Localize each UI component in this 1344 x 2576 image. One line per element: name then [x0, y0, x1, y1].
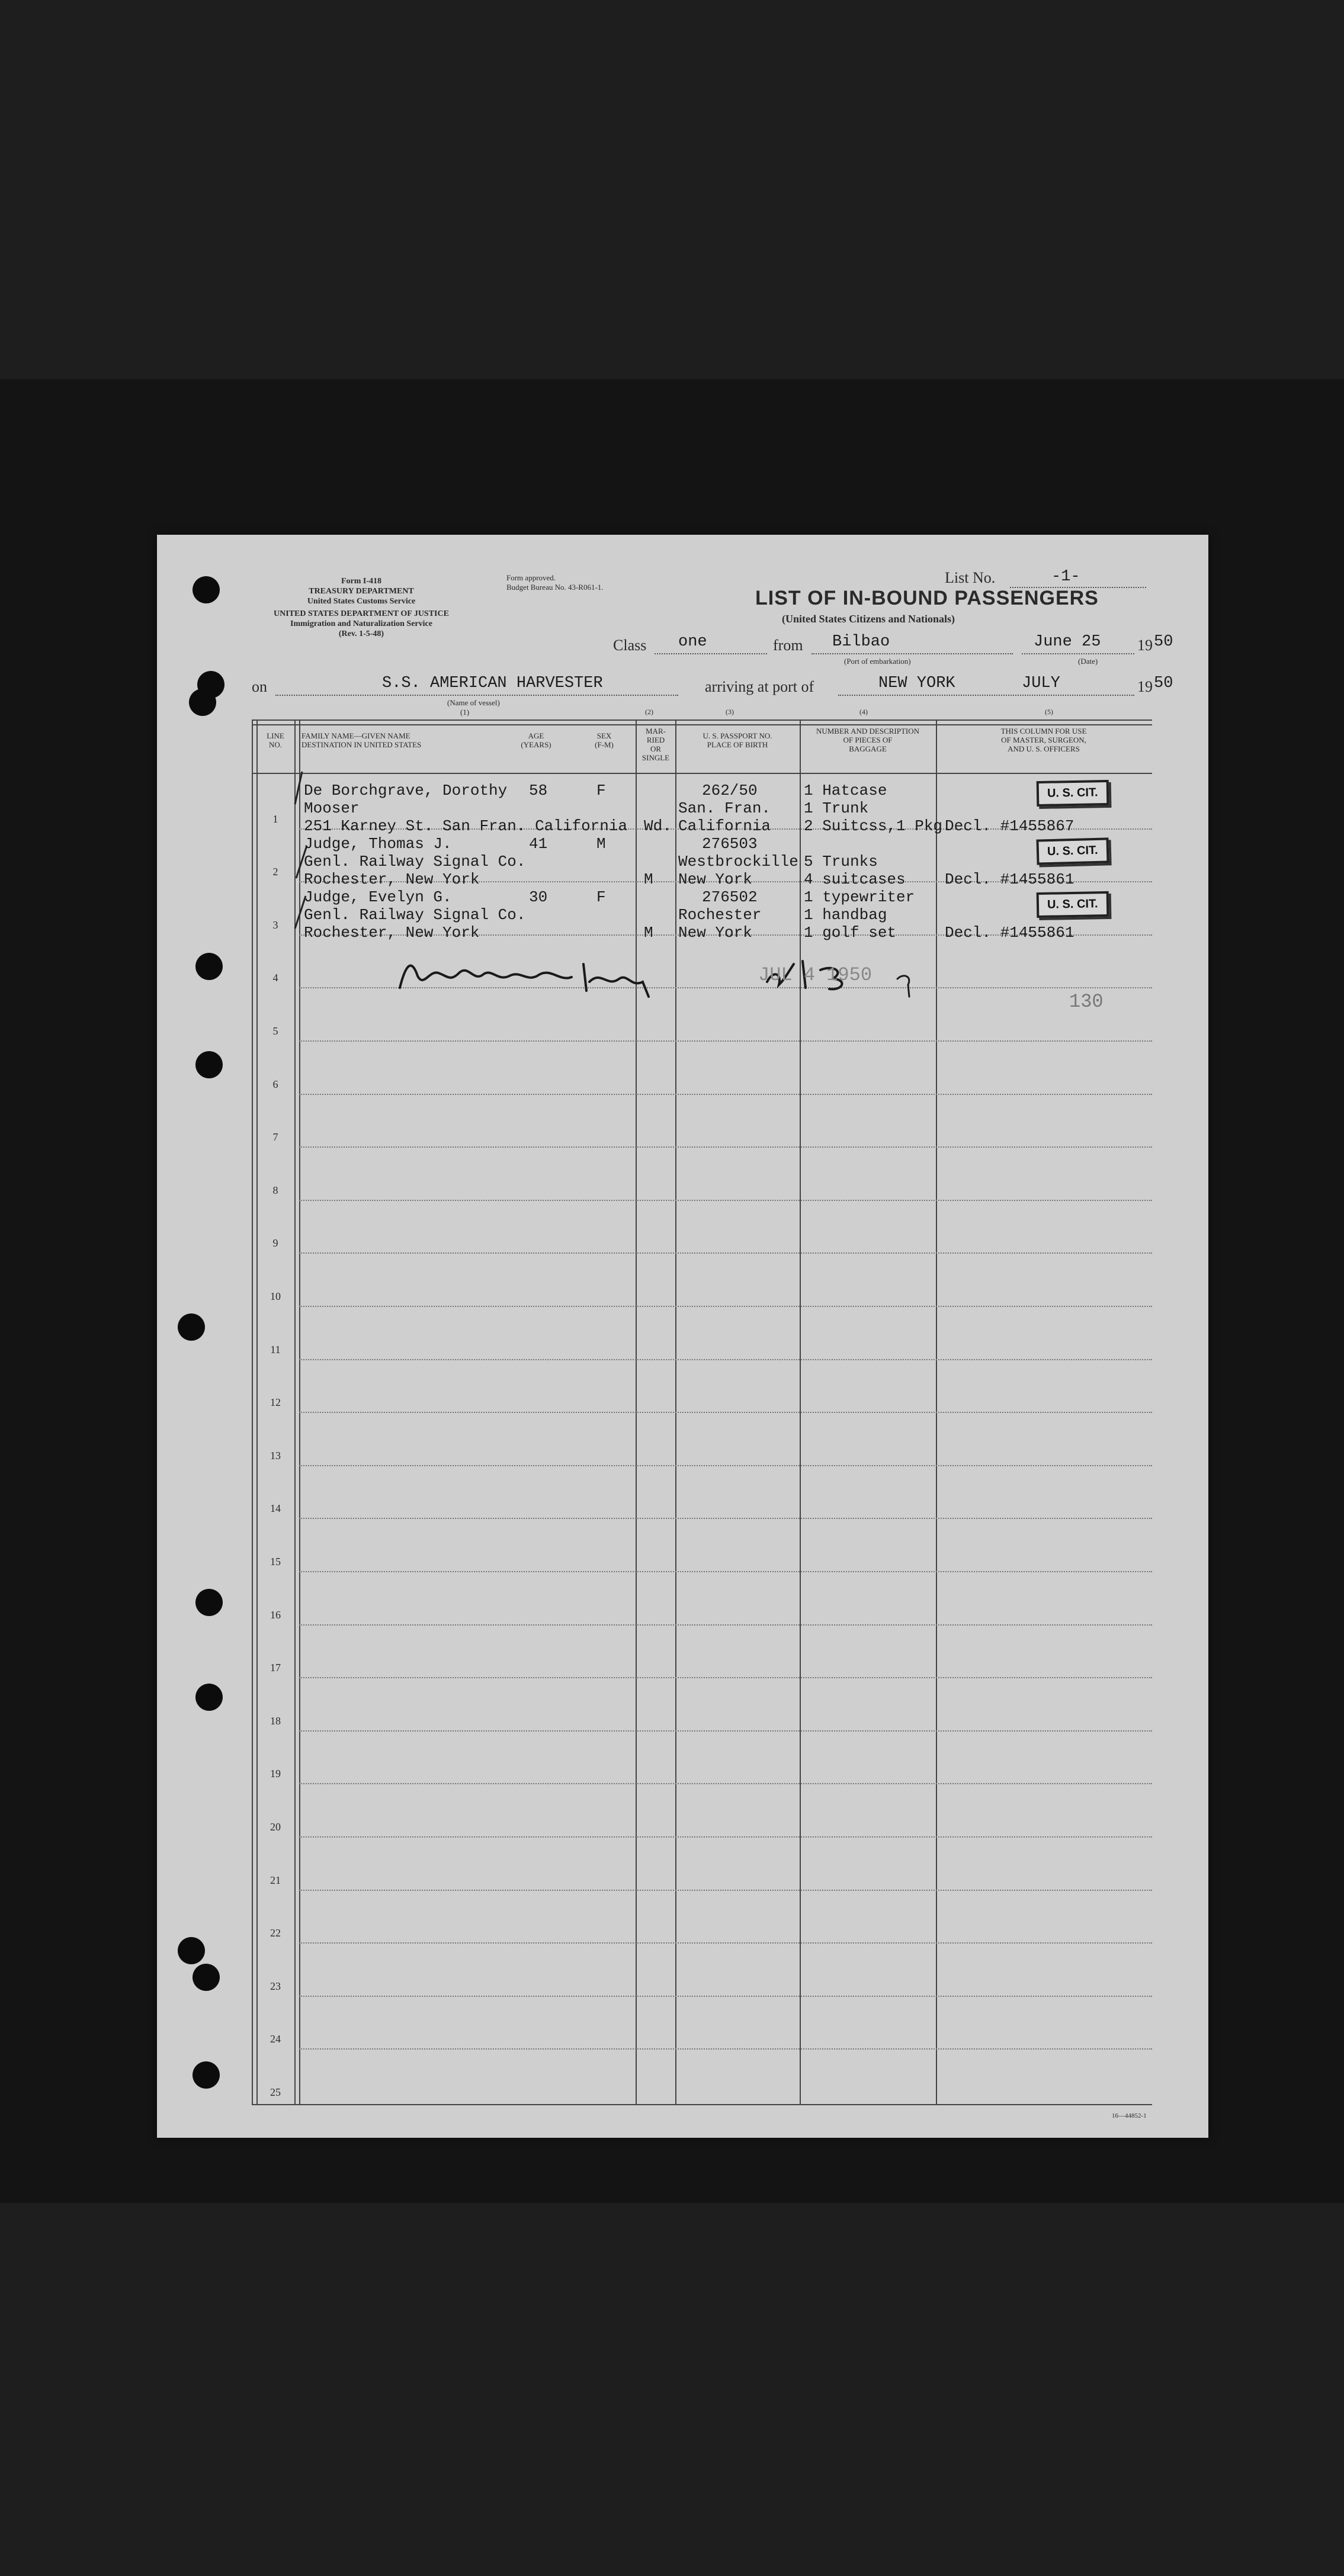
row-number: 14	[270, 1502, 281, 1515]
row-number: 6	[272, 1078, 278, 1090]
declaration-number: Decl. #1455867	[945, 817, 1074, 835]
col-header-passport: U. S. PASSPORT NO. PLACE OF BIRTH	[703, 731, 772, 749]
form-revision: (Rev. 1-5-48)	[338, 629, 384, 638]
passenger-sex: F	[596, 888, 606, 906]
passenger-name-line: Judge, Evelyn G.	[304, 888, 452, 906]
list-no-value: -1-	[1051, 568, 1080, 586]
row-number: 16	[270, 1608, 281, 1621]
scan-border-top	[0, 0, 1344, 379]
table-top-rule	[252, 720, 1152, 721]
row-number: 17	[270, 1662, 281, 1674]
passenger-name-line: De Borchgrave, Dorothy	[304, 782, 508, 799]
port-line	[838, 695, 1134, 696]
punch-hole	[189, 689, 216, 716]
passport-line: Rochester	[678, 906, 762, 924]
row-rule	[299, 1624, 1152, 1626]
form-header-agencies	[296, 576, 426, 606]
citizenship-stamp: U. S. CIT.	[1036, 837, 1109, 865]
col-header-married: MAR- RIED OR SINGLE	[641, 727, 670, 762]
passenger-sex: M	[596, 835, 606, 853]
baggage-line: 2 Suitcss,1 Pkg	[804, 817, 943, 835]
row-rule	[299, 1465, 1152, 1466]
agency-justice: UNITED STATES DEPARTMENT OF JUSTICE	[274, 609, 449, 618]
row-number: 4	[272, 972, 278, 984]
check-marks	[284, 769, 320, 958]
punch-hole	[193, 576, 220, 603]
row-rule	[299, 1146, 1152, 1148]
row-rule	[299, 1306, 1152, 1307]
row-number: 13	[270, 1449, 281, 1462]
passport-line: New York	[678, 924, 752, 942]
row-rule	[299, 1730, 1152, 1732]
row-rule	[299, 1412, 1152, 1413]
citizenship-stamp: U. S. CIT.	[1037, 780, 1109, 807]
passport-line: 262/50	[702, 782, 758, 799]
from-line	[811, 653, 1013, 654]
baggage-line: 1 golf set	[804, 924, 897, 942]
class-label: Class	[613, 637, 647, 654]
punch-hole	[193, 2061, 220, 2089]
arrival-month: JULY	[1022, 674, 1060, 692]
passport-line: 276502	[702, 888, 758, 906]
col-header-line: LINE NO.	[267, 731, 284, 749]
row-number: 5	[272, 1025, 278, 1037]
row-rule	[299, 2048, 1152, 2050]
passport-line: New York	[678, 871, 752, 888]
class-value: one	[678, 633, 707, 651]
date-year-prefix: 19	[1137, 637, 1153, 654]
punch-hole	[195, 1589, 223, 1616]
col-header-name: FAMILY NAME—GIVEN NAME DESTINATION IN UNITED STATES	[301, 731, 422, 749]
passport-line: San. Fran.	[678, 799, 771, 817]
passenger-age: 41	[529, 835, 548, 853]
table-bottom-rule	[252, 2104, 1152, 2105]
declaration-number: Decl. #1455861	[945, 924, 1074, 942]
row-number: 18	[270, 1714, 281, 1727]
baggage-line: 1 typewriter	[804, 888, 915, 906]
passenger-sex: F	[596, 782, 606, 799]
form-header-justice	[249, 609, 474, 639]
on-label: on	[252, 678, 267, 695]
passenger-name-line: Genl. Railway Signal Co.	[304, 906, 526, 924]
from-label: from	[773, 637, 803, 654]
col-num-2: (2)	[645, 708, 653, 716]
form-id: Form I-418	[341, 577, 382, 586]
punch-hole	[178, 1937, 205, 1964]
row-rule	[299, 1890, 1152, 1891]
row-rule	[299, 1094, 1152, 1095]
row-number: 10	[270, 1290, 281, 1302]
col-num-5: (5)	[1045, 708, 1053, 716]
col-header-baggage: NUMBER AND DESCRIPTION OF PIECES OF BAGGAGE	[816, 727, 920, 753]
date-line	[1022, 653, 1134, 654]
col-header-sex: SEX (F-M)	[595, 731, 614, 749]
passenger-name-line: Judge, Thomas J.	[304, 835, 452, 853]
row-rule	[299, 1996, 1152, 1997]
punch-hole	[195, 953, 223, 980]
passenger-name-line: Genl. Railway Signal Co.	[304, 853, 526, 871]
row-rule	[299, 1783, 1152, 1784]
row-rule	[299, 1677, 1152, 1678]
vessel-col-num: (1)	[460, 708, 470, 717]
row-number: 20	[270, 1821, 281, 1833]
row-number: 8	[272, 1184, 278, 1196]
row-number: 11	[270, 1343, 281, 1356]
arrival-year-prefix: 19	[1137, 678, 1153, 695]
punch-hole	[195, 1684, 223, 1711]
date-received-stamp: JUL 4 1950	[758, 964, 873, 986]
class-line	[655, 653, 767, 654]
row-number: 24	[270, 2033, 281, 2045]
passenger-age: 58	[529, 782, 548, 799]
row-number: 25	[270, 2086, 281, 2098]
arrival-year: 50	[1154, 674, 1173, 692]
passenger-name-line: Rochester, New York	[304, 924, 480, 942]
agency-treasury: TREASURY DEPARTMENT	[309, 587, 414, 596]
passenger-age: 30	[529, 888, 548, 906]
passport-line: California	[678, 817, 771, 835]
passenger-name-line: Rochester, New York	[304, 871, 480, 888]
port-value: NEW YORK	[878, 674, 955, 692]
row-rule	[299, 1359, 1152, 1360]
passenger-name-line: 251 Karney St. San Fran. California	[304, 817, 628, 835]
row-number: 1	[272, 812, 278, 825]
col-header-officers: THIS COLUMN FOR USE OF MASTER, SURGEON, AND U. S. OFFICERS	[1000, 727, 1087, 753]
passenger-name-line: Mooser	[304, 799, 360, 817]
row-number: 15	[270, 1556, 281, 1568]
baggage-line: 5 Trunks	[804, 853, 878, 871]
row-rule	[299, 1518, 1152, 1519]
row-rule	[299, 1252, 1152, 1254]
page-count-stamp: 130	[1069, 991, 1104, 1013]
budget-bureau: Budget Bureau No. 43-R061-1.	[506, 583, 604, 592]
passport-line: Westbrockille	[678, 853, 798, 871]
baggage-line: 1 handbag	[804, 906, 887, 924]
row-number: 12	[270, 1396, 281, 1409]
row-number: 9	[272, 1237, 278, 1250]
row-number: 23	[270, 1980, 281, 1992]
row-number: 21	[270, 1874, 281, 1886]
form-footer-code: 16—44852-1	[1112, 2112, 1147, 2119]
col-num-4: (4)	[859, 708, 868, 716]
passenger-marital: Wd.	[644, 817, 672, 835]
date-caption: (Date)	[1078, 657, 1098, 666]
punch-hole	[178, 1313, 205, 1341]
passport-line: 276503	[702, 835, 758, 853]
form-approval	[506, 573, 604, 592]
baggage-line: 4 suitcases	[804, 871, 906, 888]
scan-border-bottom	[0, 2203, 1344, 2576]
row-number: 3	[272, 918, 278, 931]
date-value: June 25	[1034, 633, 1101, 651]
agency-ins: Immigration and Naturalization Service	[290, 619, 432, 628]
date-year: 50	[1154, 633, 1173, 651]
form-title: LIST OF IN-BOUND PASSENGERS	[755, 587, 1099, 609]
vessel-value: S.S. AMERICAN HARVESTER	[382, 674, 603, 692]
form-subtitle: (United States Citizens and Nationals)	[782, 613, 955, 625]
vessel-caption: (Name of vessel)	[447, 698, 500, 707]
declaration-number: Decl. #1455861	[945, 871, 1074, 888]
col-header-age: AGE (YEARS)	[521, 731, 551, 749]
row-rule	[299, 1942, 1152, 1944]
punch-hole	[193, 1964, 220, 1991]
baggage-line: 1 Hatcase	[804, 782, 887, 799]
manifest-page	[157, 535, 1208, 2138]
from-value: Bilbao	[832, 633, 890, 651]
row-rule	[299, 1571, 1152, 1572]
baggage-line: 1 Trunk	[804, 799, 869, 817]
passenger-marital: M	[644, 871, 653, 888]
vessel-line	[275, 695, 678, 696]
form-approved: Form approved.	[506, 573, 556, 582]
row-rule	[299, 1040, 1152, 1042]
row-rule	[299, 1200, 1152, 1201]
row-number: 7	[272, 1131, 278, 1144]
from-caption: (Port of embarkation)	[844, 657, 911, 666]
arriving-label: arriving at port of	[705, 678, 814, 695]
row-number: 2	[272, 866, 278, 878]
table-top-rule-2	[252, 724, 1152, 725]
passenger-marital: M	[644, 924, 653, 942]
row-number: 19	[270, 1768, 281, 1780]
passenger-table	[252, 720, 1152, 2105]
list-no-label: List No.	[945, 569, 996, 586]
row-number: 22	[270, 1927, 281, 1939]
agency-customs: United States Customs Service	[307, 597, 416, 606]
col-num-3: (3)	[726, 708, 734, 716]
row-rule	[299, 1836, 1152, 1838]
citizenship-stamp: U. S. CIT.	[1037, 891, 1109, 918]
header-bottom-rule	[252, 773, 1152, 774]
punch-hole	[195, 1051, 223, 1078]
